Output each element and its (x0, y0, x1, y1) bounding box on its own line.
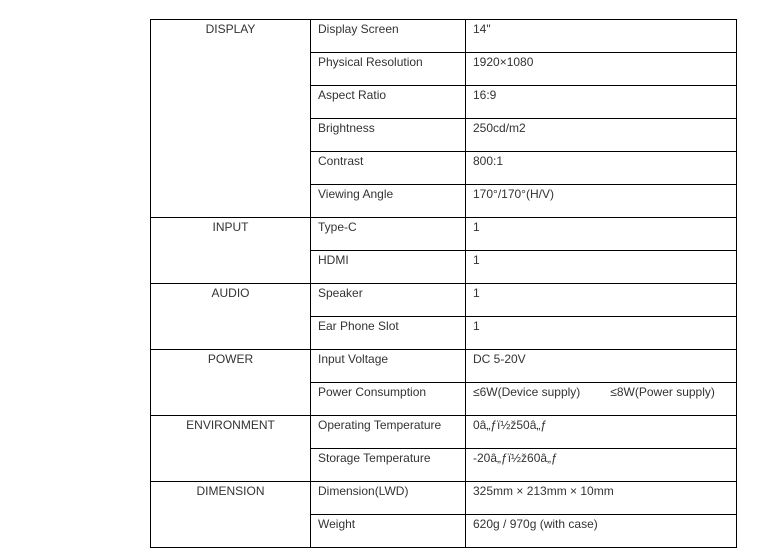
param-value: -20â„ƒï½ž60â„ƒ (466, 449, 737, 482)
table-row (151, 20, 737, 53)
param-label: HDMI (311, 251, 466, 284)
table-row (151, 482, 737, 515)
param-value: 800:1 (466, 152, 737, 185)
category-audio: AUDIO (151, 284, 311, 350)
category-power: POWER (151, 350, 311, 416)
category-input: INPUT (151, 218, 311, 284)
param-value: 325mm × 213mm × 10mm (466, 482, 737, 515)
param-value: 1 (466, 251, 737, 284)
param-label: Power Consumption (311, 383, 466, 416)
param-label: Input Voltage (311, 350, 466, 383)
param-value: 0â„ƒï½ž50â„ƒ (466, 416, 737, 449)
param-label: Type-C (311, 218, 466, 251)
power-supply-value: ≤8W(Power supply) (610, 385, 715, 399)
table-row (151, 416, 737, 449)
param-value: 1 (466, 284, 737, 317)
param-label: Contrast (311, 152, 466, 185)
table-row (151, 350, 737, 383)
param-value: 1 (466, 317, 737, 350)
table-row (151, 284, 737, 317)
table-row (151, 218, 737, 251)
param-value: 620g / 970g (with case) (466, 515, 737, 548)
param-label: Display Screen (311, 20, 466, 53)
param-label: Dimension(LWD) (311, 482, 466, 515)
category-dimension: DIMENSION (151, 482, 311, 548)
spec-table (150, 19, 737, 548)
param-value: 250cd/m2 (466, 119, 737, 152)
param-label: Ear Phone Slot (311, 317, 466, 350)
param-value: 16:9 (466, 86, 737, 119)
param-label: Viewing Angle (311, 185, 466, 218)
param-label: Operating Temperature (311, 416, 466, 449)
category-environment: ENVIRONMENT (151, 416, 311, 482)
param-label: Brightness (311, 119, 466, 152)
param-value: DC 5-20V (466, 350, 737, 383)
param-label: Weight (311, 515, 466, 548)
param-label: Aspect Ratio (311, 86, 466, 119)
param-value (466, 383, 737, 416)
param-value: 170°/170°(H/V) (466, 185, 737, 218)
category-display: DISPLAY (151, 20, 311, 218)
param-value: 14" (466, 20, 737, 53)
param-label: Storage Temperature (311, 449, 466, 482)
param-value: 1920×1080 (466, 53, 737, 86)
param-value: 1 (466, 218, 737, 251)
power-device-value: ≤6W(Device supply) (473, 385, 581, 399)
param-label: Speaker (311, 284, 466, 317)
param-label: Physical Resolution (311, 53, 466, 86)
